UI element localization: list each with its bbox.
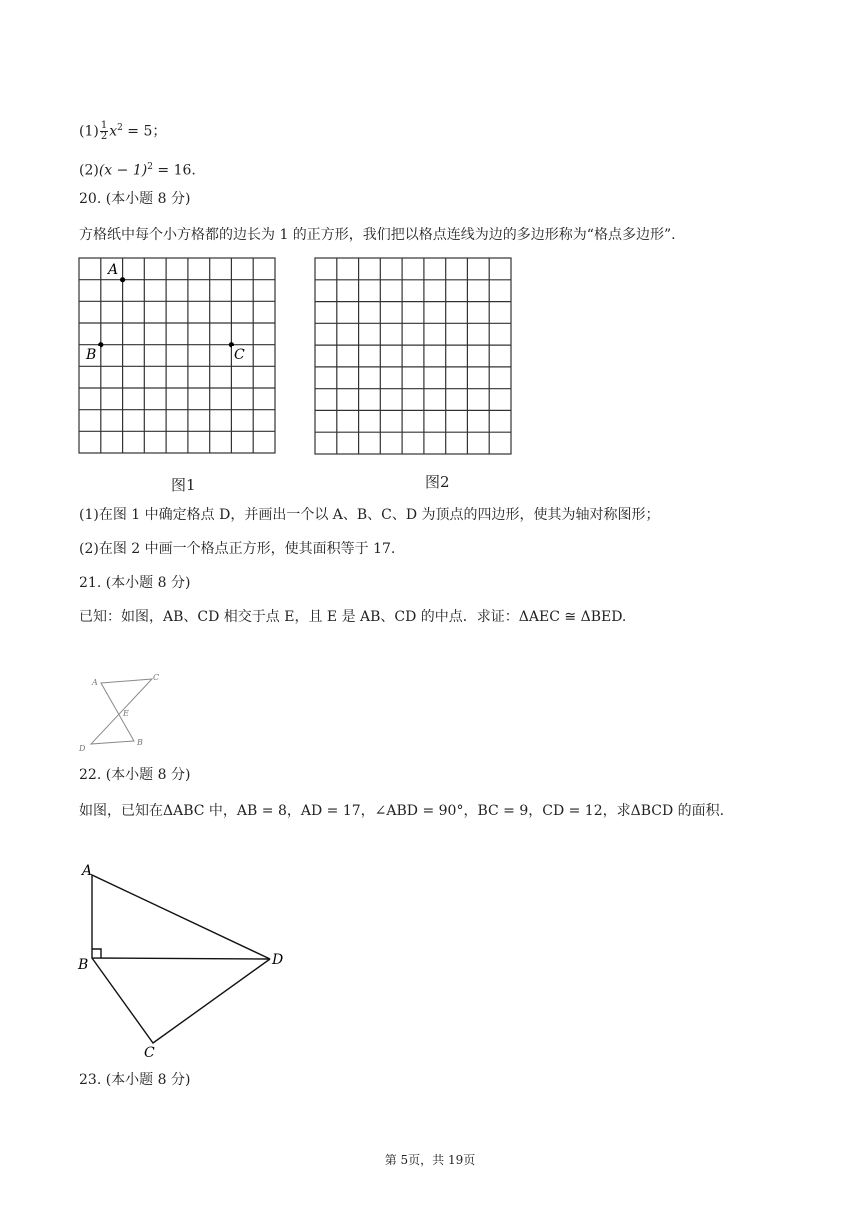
q19-part1: (1) $\frac{1}{2}$ $x^2 = 5$； xyxy=(79,120,167,143)
q21-heading: 21. (本小题 8 分) xyxy=(79,575,191,591)
label-a: A xyxy=(108,262,119,278)
label-e: E xyxy=(123,709,129,718)
figure-1-caption: 图1 xyxy=(171,476,196,494)
q22-heading: 22. (本小题 8 分) xyxy=(79,767,191,783)
label-b: B xyxy=(78,957,89,973)
q19-part2: $(2)(x - 1)^2 = 16$. xyxy=(79,162,196,179)
q21-figure xyxy=(74,670,174,754)
label-d: D xyxy=(79,744,86,753)
figure-2-grid xyxy=(308,252,518,462)
q20-heading: 20. (本小题 8 分) xyxy=(79,191,191,207)
q20-part1: (1)在图 1 中确定格点 D，并画出一个以 A、B、C、D 为顶点的四边形，使其为轴对称图形； xyxy=(79,507,660,523)
label-d: D xyxy=(272,952,284,968)
label-c: C xyxy=(153,673,160,682)
label-a: A xyxy=(92,678,98,687)
figure-2-caption: 图2 xyxy=(425,473,450,491)
q23-heading: 23. (本小题 8 分) xyxy=(79,1072,191,1088)
page-footer: 第 5页，共 19页 xyxy=(384,1153,476,1167)
label-c: C xyxy=(144,1045,155,1061)
label-b: B xyxy=(86,347,97,363)
q22-figure xyxy=(74,855,294,1065)
point-a xyxy=(120,277,125,282)
fraction-one-half: $\frac{1}{2}$ xyxy=(100,120,108,143)
figure-1-grid xyxy=(70,252,285,462)
q22-text: 如图，已知在ΔABC 中，AB = 8，AD = 17，∠ABD = 90°，BC = 9，CD = 12，求ΔBCD 的面积. xyxy=(79,803,725,819)
q20-part2: (2)在图 2 中画一个格点正方形，使其面积等于 17. xyxy=(79,541,396,557)
q21-text: 已知：如图，AB、CD 相交于点 E，且 E 是 AB、CD 的中点．求证：ΔAEC ≅ ΔBED. xyxy=(79,609,627,625)
label-c: C xyxy=(234,347,245,363)
label-a: A xyxy=(82,863,93,879)
q20-intro: 方格纸中每个小方格都的边长为 1 的正方形，我们把以格点连线为边的多边形称为“格点多边形”. xyxy=(79,227,676,243)
label-b: B xyxy=(137,738,143,747)
